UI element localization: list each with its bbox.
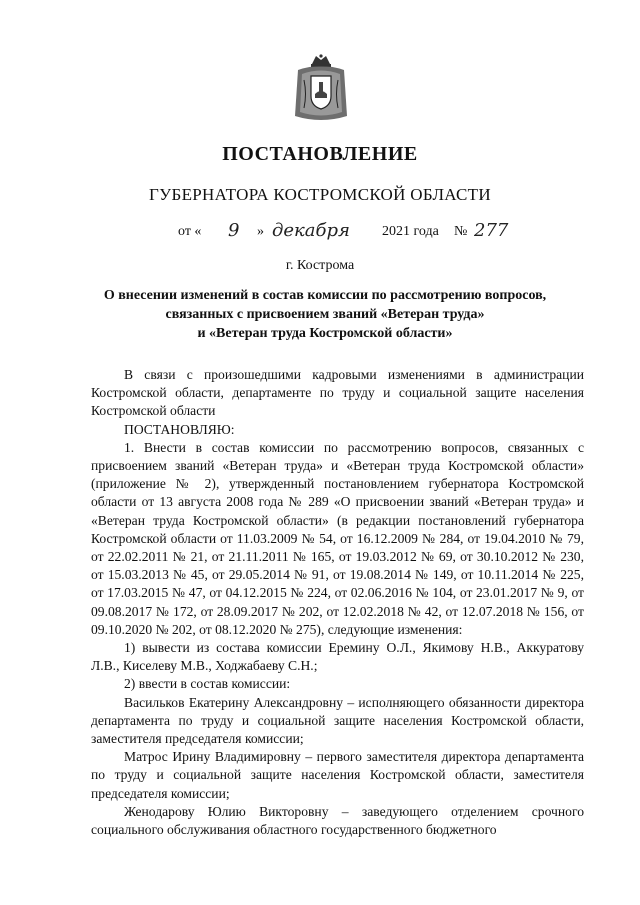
date-day: 9 [228, 220, 240, 241]
date-year: 2021 года [382, 224, 439, 239]
document-body [91, 366, 584, 839]
city-line: г. Кострома [285, 258, 355, 273]
subitem-1-paragraph: 1) вывести из состава комиссии Еремину О.Л., Якимову Н.В., Аккуратову Л.В., Киселеву М.В., Ходжабаеву С.Н.; [91, 640, 584, 674]
date-month: декабря [272, 220, 350, 241]
item-1-paragraph: 1. Внести в состав комиссии по рассмотрению вопросов, связанных с присвоением званий «Ветеран труда» и «Ветеран труда Костромской области» (приложение № 2), утвержденный постановлением губернатора Костромской области от 13 августа 2008 года № 289 «О присвоении званий «Ветеран труда» и «Ветеран труда Костромской области» (в редакции постановлений губернатора Костромской области от 11.03.2009 № 54, от 16.12.2009 № 284, от 19.04.2010 № 79, от 22.02.2011 № 21, от 21.11.2011 № 165, от 19.03.2012 № 69, от 30.10.2012 № 230, от 15.03.2013 № 45, от 29.05.2014 № 91, от 19.08.2014 № 149, от 10.11.2014 № 225, от 17.03.2015 № 47, от 04.12.2015 № 224, от 02.06.2016 № 104, от 23.01.2017 № 9, от 09.08.2017 № 172, от 28.09.2017 № 202, от 12.02.2018 № 42, от 12.07.2018 № 156, от 09.10.2020 № 202, от 08.12.2020 № 275), следующие изменения: [91, 439, 584, 637]
heading-line-1: О внесении изменений в состав комиссии по рассмотрению вопросов, [103, 288, 547, 303]
member-paragraph: Матрос Ирину Владимировну – первого заместителя директора департамента по труду и социальной защите населения Костромской области, заместителя председателя комиссии; [91, 749, 584, 801]
document-heading [60, 286, 590, 343]
document-number: 277 [474, 220, 509, 241]
coat-of-arms-icon [292, 54, 350, 124]
number-label: № [454, 224, 468, 239]
date-mid: » [257, 224, 264, 239]
issuer-subtitle: ГУБЕРНАТОРА КОСТРОМСКОЙ ОБЛАСТИ [149, 185, 491, 204]
member-paragraph: Васильков Екатерину Александровну – исполняющего обязанности директора департамента по труду и социальной защите населения Костромской области, заместителя председателя комиссии; [91, 694, 584, 747]
document-title: ПОСТАНОВЛЕНИЕ [222, 143, 418, 165]
decree-word: ПОСТАНОВЛЯЮ: [124, 421, 235, 437]
heading-line-3: и «Ветеран труда Костромской области» [197, 326, 453, 341]
subitem-2-paragraph: 2) ввести в состав комиссии: [124, 676, 291, 692]
member-paragraph: Женодарову Юлию Викторовну – заведующего отделением срочного социального обслуживания областного государственного бюджетного [91, 803, 584, 838]
intro-paragraph: В связи с произошедшими кадровыми изменениями в администрации Костромской области, департаменте по труду и социальной защите населения Костромской области [91, 367, 584, 419]
date-line [0, 220, 640, 250]
heading-line-2: связанных с присвоением званий «Ветеран труда» [165, 307, 485, 322]
date-prefix: от « [178, 224, 202, 239]
